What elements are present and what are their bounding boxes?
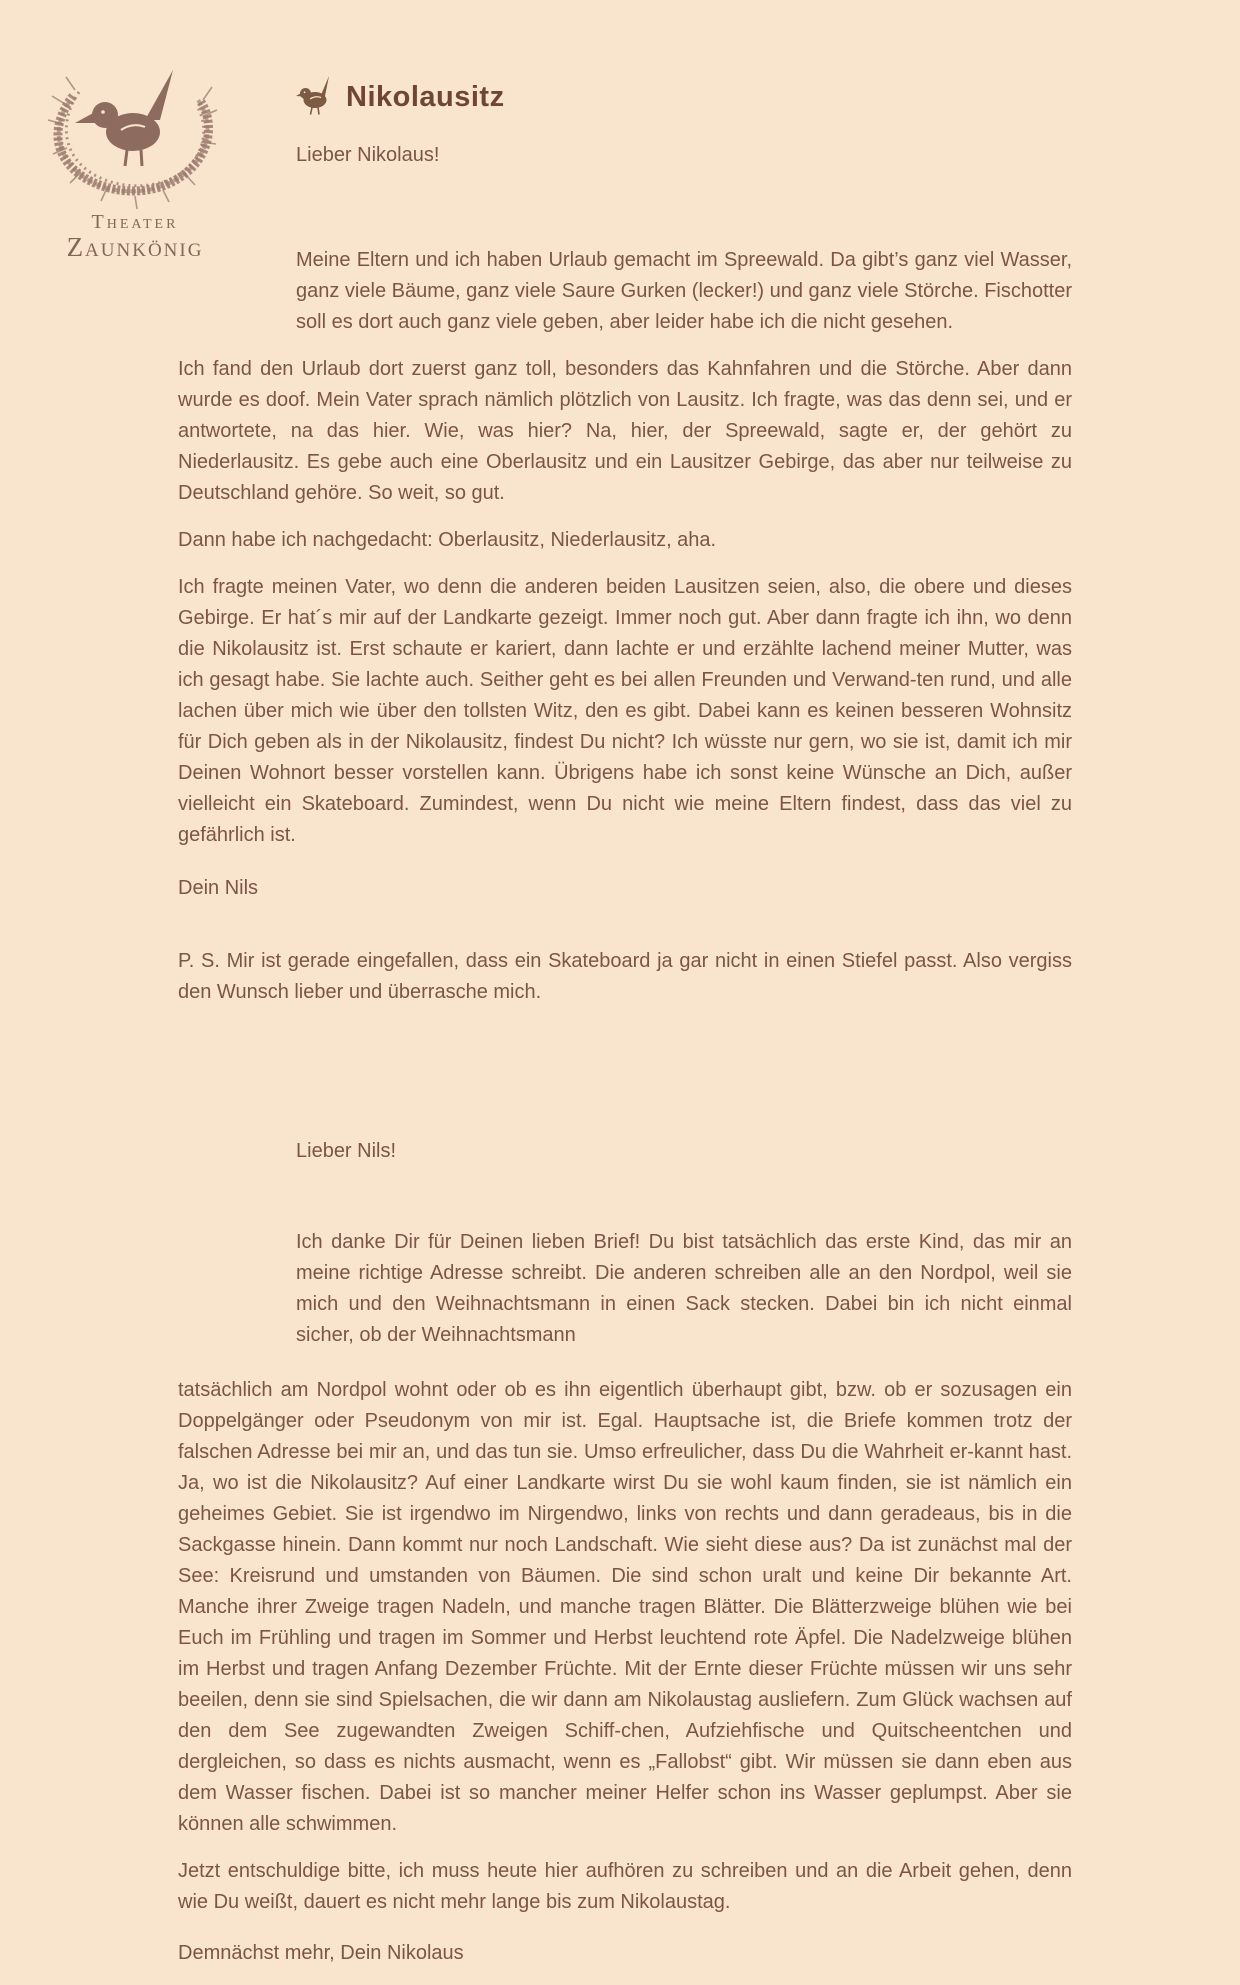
letter1-intro-paragraph: Meine Eltern und ich haben Urlaub gemacht im Spreewald. Da gibt’s ganz viel Wasser, ganz viele Bäume, ganz viele Saure Gurken (lecker!) und ganz viele Störche. Fischotter soll es dort auch ganz viele geben, aber leider habe ich die nicht gesehen. bbox=[296, 249, 1072, 333]
letter1-postscript: P. S. Mir ist gerade eingefallen, dass ein Skateboard ja gar nicht in einen Stiefel passt. Also vergiss den Wunsch lieber und überrasche mich. bbox=[178, 950, 1072, 1003]
page-title: Nikolausitz bbox=[346, 81, 505, 113]
letter1-salutation: Lieber Nikolaus! bbox=[296, 144, 440, 166]
letter2-closing: Demnächst mehr, Dein Nikolaus bbox=[178, 1942, 464, 1964]
letter1-signature: Dein Nils bbox=[178, 877, 259, 899]
wren-icon bbox=[296, 72, 336, 116]
letter2-intro-paragraph: Ich danke Dir für Deinen lieben Brief! Du bist tatsächlich das erste Kind, das mir an meine richtige Adresse schreibt. Die anderen schreiben alle an den Nordpol, weil sie mich und den Weihnachtsmann in einen Sack stecken. Dabei bin ich nicht einmal sicher, ob der Weihnachtsmann bbox=[296, 1231, 1072, 1346]
letter2-paragraph-2: Jetzt entschuldige bitte, ich muss heute hier aufhören zu schreiben und an die Arbeit gehen, denn wie Du weißt, dauert es nicht mehr lange bis zum Nikolaustag. bbox=[178, 1860, 1072, 1913]
logo-text-theater: Theater bbox=[91, 211, 179, 233]
letter2-paragraph-1: tatsächlich am Nordpol wohnt oder ob es ihn eigentlich überhaupt gibt, bzw. ob er sozusagen ein Doppelgänger oder Pseudonym von mir ist. Egal. Hauptsache ist, die Briefe kommen trotz der falschen Adresse bei mir an, und das tun sie. Umso erfreulicher, dass Du die Wahrheit er-kannt hast. Ja, wo ist die Nikolausitz? Auf einer Landkarte wirst Du sie wohl kaum finden, sie ist nämlich ein geheimes Gebiet. Sie ist irgendwo im Nirgendwo, links von rechts und dann geradeaus, bis in die Sackgasse hinein. Dann kommt nur noch Landschaft. Wie sieht diese aus? Da ist zunächst mal der See: Kreisrund und umstanden von Bäumen. Die sind schon uralt und keine Dir bekannte Art. Manche ihrer Zweige tragen Nadeln, und manche tragen Blätter. Die Blätterzweige blühen wie bei Euch im Frühling und tragen im Sommer und Herbst leuchtend rote Äpfel. Die Nadelzweige blühen im Herbst und tragen Anfang Dezember Früchte. Mit der Ernte dieser Früchte müssen wir uns sehr beeilen, denn sie sind Spielsachen, die wir dann am Nikolaustag ausliefern. Zum Glück wachsen auf den dem See zugewandten Zweigen Schiff-chen, Aufziehfische und Quitscheentchen und dergleichen, so dass es nichts ausmacht, wenn es „Fallobst“ gibt. Wir müssen sie dann eben aus dem Wasser fischen. Dabei ist so mancher meiner Helfer schon ins Wasser geplumpst. Aber sie können alle schwimmen. bbox=[178, 1379, 1072, 1835]
letter1-paragraph-1: Ich fand den Urlaub dort zuerst ganz toll, besonders das Kahnfahren und die Störche. Aber dann wurde es doof. Mein Vater sprach nämlich plötzlich von Lausitz. Ich fragte, was das denn sei, und er antwortete, na das hier. Wie, was hier? Na, hier, der Spreewald, sagte er, der gehört zu Niederlausitz. Es gebe auch eine Oberlausitz und ein Lausitzer Gebirge, das aber nur teilweise zu Deutschland gehöre. So weit, so gut. bbox=[178, 358, 1072, 504]
logo-text-zaunkoenig: Zaunkönig bbox=[66, 232, 204, 262]
letter1-paragraph-3: Ich fragte meinen Vater, wo denn die anderen beiden Lausitzen seien, also, die obere und dieses Gebirge. Er hat´s mir auf der Landkarte gezeigt. Immer noch gut. Aber dann fragte ich ihn, wo denn die Nikolausitz ist. Erst schaute er kariert, dann lachte er und erzählte lachend meiner Mutter, was ich gesagt habe. Sie lachte auch. Seither geht es bei allen Freunden und Verwand-ten rund, und alle lachen über mich wie über den tollsten Witz, den es gibt. Dabei kann es keinen besseren Wohnsitz für Dich geben als in der Nikolausitz, findest Du nicht? Ich wüsste nur gern, wo sie ist, damit ich mir Deinen Wohnort besser vorstellen kann. Übrigens habe ich sonst keine Wünsche an Dich, außer vielleicht ein Skateboard. Zumindest, wenn Du nicht wie meine Eltern findest, dass das viel zu gefährlich ist. bbox=[178, 576, 1072, 846]
wren-on-nest-icon bbox=[35, 44, 235, 212]
page-header bbox=[296, 64, 1240, 116]
letter1-paragraph-2: Dann habe ich nachgedacht: Oberlausitz, Niederlausitz, aha. bbox=[178, 529, 717, 551]
theater-zaunkoenig-logo bbox=[30, 44, 240, 263]
letter2-salutation: Lieber Nils! bbox=[296, 1140, 397, 1162]
